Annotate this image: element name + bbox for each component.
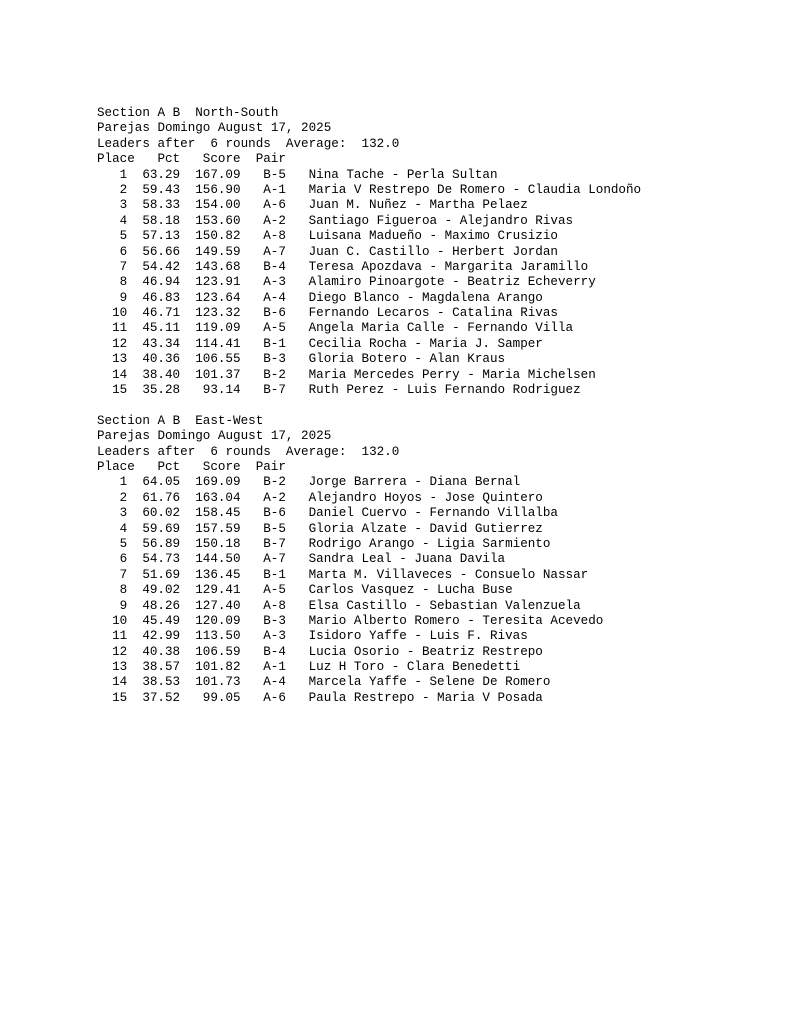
pct-cell: 56.89 — [142, 536, 181, 551]
pair-cell: A-1 — [263, 182, 286, 197]
pct-cell: 46.71 — [142, 306, 181, 321]
result-row — [97, 337, 641, 352]
names-cell: Paula Restrepo - Maria V Posada — [308, 690, 543, 705]
pair-cell: A-2 — [263, 490, 286, 505]
pair-cell: B-1 — [263, 567, 286, 582]
result-row — [97, 352, 641, 367]
pct-cell: 38.40 — [142, 367, 181, 382]
place-cell: 15 — [112, 690, 128, 705]
pct-cell: 45.11 — [142, 321, 181, 336]
score-cell: 123.91 — [195, 275, 241, 290]
pair-cell: B-4 — [263, 259, 286, 274]
names-cell: Rodrigo Arango - Ligia Sarmiento — [308, 536, 551, 551]
score-cell: 169.09 — [195, 475, 241, 490]
names-cell: Carlos Vasquez - Lucha Buse — [308, 583, 513, 598]
event-line: Parejas Domingo August 17, 2025 — [97, 429, 332, 444]
pair-cell: B-2 — [263, 367, 286, 382]
score-cell: 150.82 — [195, 229, 241, 244]
place-cell: 1 — [119, 167, 128, 182]
score-cell: 149.59 — [195, 244, 241, 259]
result-row — [97, 291, 641, 306]
results-rows — [97, 475, 641, 706]
names-cell: Isidoro Yaffe - Luis F. Rivas — [308, 629, 528, 644]
score-cell: 158.45 — [195, 506, 241, 521]
names-cell: Santiago Figueroa - Alejandro Rivas — [308, 213, 574, 228]
place-cell: 2 — [119, 490, 128, 505]
result-row — [97, 475, 641, 490]
pair-cell: A-6 — [263, 690, 286, 705]
score-cell: 120.09 — [195, 613, 241, 628]
pct-cell: 59.69 — [142, 521, 181, 536]
result-row — [97, 383, 641, 398]
score-cell: 106.59 — [195, 644, 241, 659]
pair-cell: B-7 — [263, 383, 286, 398]
score-cell: 153.60 — [195, 213, 241, 228]
section-east-west — [97, 414, 641, 706]
leaders-line: Leaders after 6 rounds Average: 132.0 — [97, 136, 400, 151]
names-cell: Ruth Perez - Luis Fernando Rodriguez — [308, 383, 581, 398]
place-cell: 2 — [119, 182, 128, 197]
score-cell: 123.64 — [195, 290, 241, 305]
pct-cell: 42.99 — [142, 629, 181, 644]
score-cell: 150.18 — [195, 536, 241, 551]
place-cell: 4 — [119, 521, 128, 536]
result-row — [97, 660, 641, 675]
names-cell: Marta M. Villaveces - Consuelo Nassar — [308, 567, 589, 582]
result-row — [97, 214, 641, 229]
place-cell: 13 — [112, 352, 128, 367]
score-cell: 119.09 — [195, 321, 241, 336]
pct-cell: 35.28 — [142, 383, 181, 398]
pair-cell: A-2 — [263, 213, 286, 228]
place-cell: 11 — [112, 629, 128, 644]
pct-cell: 40.38 — [142, 644, 181, 659]
pair-cell: B-3 — [263, 613, 286, 628]
names-cell: Daniel Cuervo - Fernando Villalba — [308, 506, 558, 521]
pair-cell: B-2 — [263, 475, 286, 490]
result-row — [97, 614, 641, 629]
place-cell: 10 — [112, 306, 128, 321]
names-cell: Fernando Lecaros - Catalina Rivas — [308, 306, 558, 321]
pct-cell: 40.36 — [142, 352, 181, 367]
result-row — [97, 629, 641, 644]
names-cell: Gloria Alzate - David Gutierrez — [308, 521, 543, 536]
column-header-place: Place — [97, 459, 135, 474]
names-cell: Maria V Restrepo De Romero - Claudia Londoño — [308, 182, 642, 197]
column-header-row — [97, 152, 641, 167]
pct-cell: 64.05 — [142, 475, 181, 490]
score-cell: 101.73 — [195, 675, 241, 690]
place-cell: 6 — [119, 244, 128, 259]
result-row — [97, 537, 641, 552]
place-cell: 8 — [119, 275, 128, 290]
place-cell: 7 — [119, 567, 128, 582]
column-header-place: Place — [97, 152, 135, 167]
names-cell: Teresa Apozdava - Margarita Jaramillo — [308, 259, 589, 274]
pct-cell: 43.34 — [142, 336, 181, 351]
score-cell: 114.41 — [195, 336, 241, 351]
result-row — [97, 183, 641, 198]
pair-cell: B-6 — [263, 506, 286, 521]
names-cell: Cecilia Rocha - Maria J. Samper — [308, 336, 543, 351]
pct-cell: 46.83 — [142, 290, 181, 305]
pct-cell: 38.57 — [142, 660, 181, 675]
pair-cell: B-6 — [263, 306, 286, 321]
result-row — [97, 260, 641, 275]
names-cell: Maria Mercedes Perry - Maria Michelsen — [308, 367, 596, 382]
results-rows — [97, 168, 641, 399]
result-row — [97, 568, 641, 583]
pair-cell: A-7 — [263, 244, 286, 259]
result-row — [97, 275, 641, 290]
place-cell: 6 — [119, 552, 128, 567]
column-header-pair: Pair — [255, 459, 286, 474]
names-cell: Alamiro Pinoargote - Beatriz Echeverry — [308, 275, 596, 290]
place-cell: 9 — [119, 598, 128, 613]
score-cell: 93.14 — [202, 383, 241, 398]
result-row — [97, 368, 641, 383]
score-cell: 163.04 — [195, 490, 241, 505]
place-cell: 14 — [112, 675, 128, 690]
pair-cell: B-4 — [263, 644, 286, 659]
score-cell: 129.41 — [195, 583, 241, 598]
pair-cell: A-5 — [263, 583, 286, 598]
event-line: Parejas Domingo August 17, 2025 — [97, 121, 332, 136]
result-row — [97, 245, 641, 260]
result-row — [97, 168, 641, 183]
pct-cell: 56.66 — [142, 244, 181, 259]
place-cell: 7 — [119, 259, 128, 274]
names-cell: Luisana Madueño - Maximo Crusizio — [308, 229, 558, 244]
names-cell: Lucia Osorio - Beatriz Restrepo — [308, 644, 543, 659]
place-cell: 9 — [119, 290, 128, 305]
score-cell: 143.68 — [195, 259, 241, 274]
result-row — [97, 491, 641, 506]
result-row — [97, 506, 641, 521]
pair-cell: B-1 — [263, 336, 286, 351]
pair-cell: A-1 — [263, 660, 286, 675]
score-cell: 101.82 — [195, 660, 241, 675]
score-cell: 156.90 — [195, 182, 241, 197]
place-cell: 5 — [119, 229, 128, 244]
pair-cell: A-4 — [263, 290, 286, 305]
result-row — [97, 522, 641, 537]
place-cell: 11 — [112, 321, 128, 336]
pct-cell: 46.94 — [142, 275, 181, 290]
place-cell: 1 — [119, 475, 128, 490]
leaders-line: Leaders after 6 rounds Average: 132.0 — [97, 444, 400, 459]
place-cell: 5 — [119, 536, 128, 551]
score-cell: 106.55 — [195, 352, 241, 367]
pair-cell: A-4 — [263, 675, 286, 690]
score-cell: 154.00 — [195, 198, 241, 213]
names-cell: Nina Tache - Perla Sultan — [308, 167, 498, 182]
names-cell: Jorge Barrera - Diana Bernal — [308, 475, 521, 490]
pct-cell: 49.02 — [142, 583, 181, 598]
pair-cell: A-6 — [263, 198, 286, 213]
pair-cell: A-5 — [263, 321, 286, 336]
pct-cell: 58.18 — [142, 213, 181, 228]
pct-cell: 57.13 — [142, 229, 181, 244]
names-cell: Sandra Leal - Juana Davila — [308, 552, 506, 567]
place-cell: 3 — [119, 506, 128, 521]
pair-cell: B-5 — [263, 521, 286, 536]
column-header-pair: Pair — [255, 152, 286, 167]
score-cell: 101.37 — [195, 367, 241, 382]
section-north-south — [97, 106, 641, 398]
result-row — [97, 229, 641, 244]
score-cell: 157.59 — [195, 521, 241, 536]
column-header-pct: Pct — [157, 459, 181, 474]
place-cell: 15 — [112, 383, 128, 398]
score-cell: 127.40 — [195, 598, 241, 613]
score-cell: 99.05 — [202, 690, 241, 705]
result-row — [97, 599, 641, 614]
score-cell: 123.32 — [195, 306, 241, 321]
names-cell: Juan C. Castillo - Herbert Jordan — [308, 244, 558, 259]
score-cell: 167.09 — [195, 167, 241, 182]
pair-cell: A-3 — [263, 275, 286, 290]
names-cell: Angela Maria Calle - Fernando Villa — [308, 321, 574, 336]
pct-cell: 59.43 — [142, 182, 181, 197]
names-cell: Gloria Botero - Alan Kraus — [308, 352, 506, 367]
pct-cell: 45.49 — [142, 613, 181, 628]
place-cell: 4 — [119, 213, 128, 228]
result-row — [97, 552, 641, 567]
pct-cell: 37.52 — [142, 690, 181, 705]
pair-cell: A-8 — [263, 598, 286, 613]
result-row — [97, 198, 641, 213]
pct-cell: 54.42 — [142, 259, 181, 274]
result-row — [97, 306, 641, 321]
result-row — [97, 321, 641, 336]
pct-cell: 60.02 — [142, 506, 181, 521]
column-header-row — [97, 460, 641, 475]
pair-cell: B-3 — [263, 352, 286, 367]
pct-cell: 63.29 — [142, 167, 181, 182]
results-report — [97, 106, 641, 706]
names-cell: Juan M. Nuñez - Martha Pelaez — [308, 198, 528, 213]
pair-cell: A-7 — [263, 552, 286, 567]
place-cell: 12 — [112, 644, 128, 659]
pct-cell: 58.33 — [142, 198, 181, 213]
place-cell: 10 — [112, 613, 128, 628]
pair-cell: A-8 — [263, 229, 286, 244]
place-cell: 12 — [112, 336, 128, 351]
place-cell: 13 — [112, 660, 128, 675]
pct-cell: 51.69 — [142, 567, 181, 582]
names-cell: Alejandro Hoyos - Jose Quintero — [308, 490, 543, 505]
section-title: Section A B East-West — [97, 413, 264, 428]
pair-cell: A-3 — [263, 629, 286, 644]
score-cell: 144.50 — [195, 552, 241, 567]
column-header-score: Score — [202, 459, 241, 474]
score-cell: 113.50 — [195, 629, 241, 644]
column-header-score: Score — [202, 152, 241, 167]
place-cell: 3 — [119, 198, 128, 213]
result-row — [97, 583, 641, 598]
names-cell: Diego Blanco - Magdalena Arango — [308, 290, 543, 305]
pair-cell: B-5 — [263, 167, 286, 182]
names-cell: Mario Alberto Romero - Teresita Acevedo — [308, 613, 604, 628]
section-title: Section A B North-South — [97, 106, 279, 120]
names-cell: Marcela Yaffe - Selene De Romero — [308, 675, 551, 690]
pct-cell: 48.26 — [142, 598, 181, 613]
place-cell: 8 — [119, 583, 128, 598]
column-header-pct: Pct — [157, 152, 181, 167]
result-row — [97, 691, 641, 706]
names-cell: Elsa Castillo - Sebastian Valenzuela — [308, 598, 581, 613]
score-cell: 136.45 — [195, 567, 241, 582]
pct-cell: 38.53 — [142, 675, 181, 690]
pct-cell: 61.76 — [142, 490, 181, 505]
result-row — [97, 675, 641, 690]
result-row — [97, 645, 641, 660]
pct-cell: 54.73 — [142, 552, 181, 567]
names-cell: Luz H Toro - Clara Benedetti — [308, 660, 521, 675]
place-cell: 14 — [112, 367, 128, 382]
pair-cell: B-7 — [263, 536, 286, 551]
